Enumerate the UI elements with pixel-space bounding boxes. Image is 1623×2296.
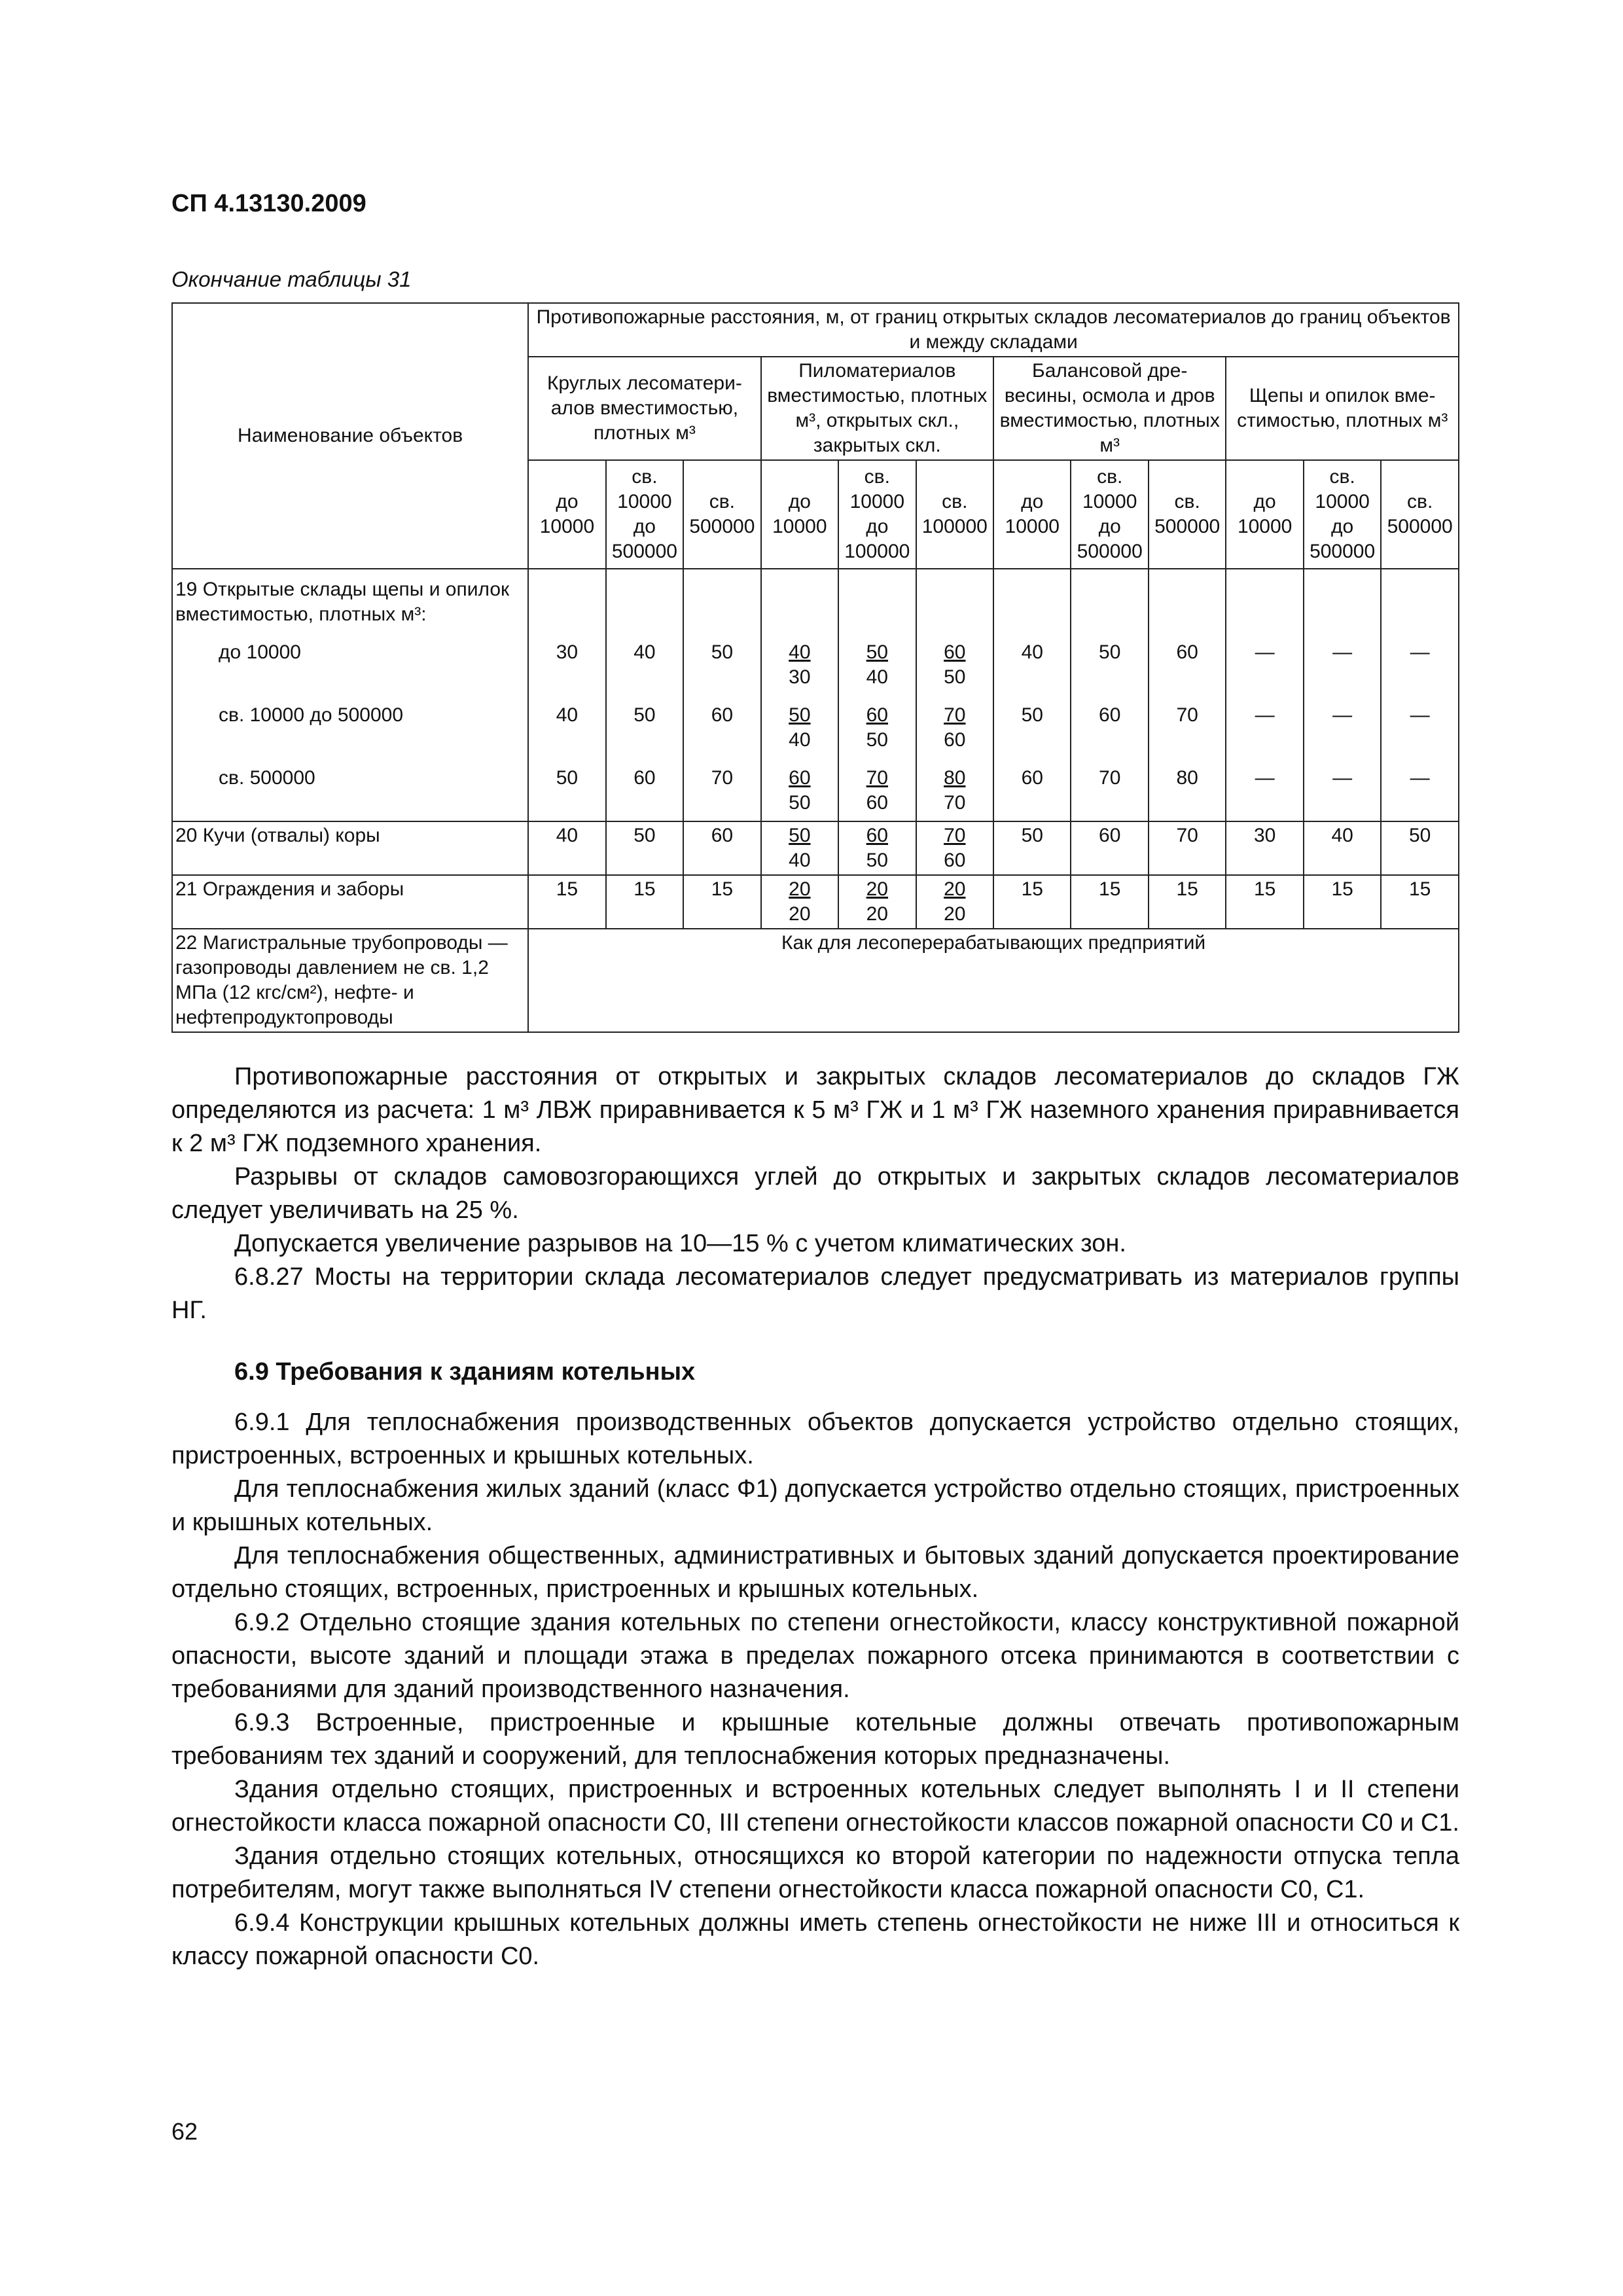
value-cell: 70 bbox=[1071, 758, 1148, 821]
value-cell: — bbox=[1381, 695, 1459, 758]
sub-header: св. 10000 до 500000 bbox=[1071, 460, 1148, 569]
row-label: до 10000 bbox=[219, 641, 301, 663]
value-cell: 70 bbox=[683, 758, 760, 821]
paragraphs-boiler-rooms bbox=[171, 1406, 1459, 1973]
value-cell: $\frac{70}{60}$ bbox=[916, 821, 993, 875]
sub-header: св. 10000 до 100000 bbox=[838, 460, 916, 569]
paragraph: 6.9.1 Для теплоснабжения производственных объектов допускается устройство отдельно стоящих, пристроенных, встроенных и крышных котельных. bbox=[171, 1408, 1459, 1469]
sub-header: св. 500000 bbox=[1149, 460, 1226, 569]
value-cell: $\frac{20}{20}$ bbox=[916, 875, 993, 929]
section-title: 6.9 Требования к зданиям котельных bbox=[234, 1358, 696, 1386]
value-cell: $\frac{60}{50}$ bbox=[838, 821, 916, 875]
table-row bbox=[172, 821, 1459, 875]
value-cell: 60 bbox=[993, 758, 1071, 821]
row-22-value: Как для лесоперерабатывающих предприятий bbox=[528, 929, 1459, 1032]
table-row bbox=[172, 875, 1459, 929]
value-cell: 15 bbox=[1071, 875, 1148, 929]
value-cell: 80 bbox=[1149, 758, 1226, 821]
distance-header: Противопожарные расстояния, м, от границ открытых складов лесоматериалов до границ объектов и между складами bbox=[528, 303, 1459, 357]
value-cell: $\frac{20}{20}$ bbox=[761, 875, 838, 929]
value-cell: 60 bbox=[1071, 695, 1148, 758]
sub-header: до 10000 bbox=[993, 460, 1071, 569]
value-cell: 60 bbox=[683, 821, 760, 875]
group-header-balance-wood: Балансовой дре-весины, осмола и дров вместимостью, плотных м³ bbox=[993, 357, 1226, 460]
row-label: 22 Магистральные трубопроводы — газопроводы давлением не св. 1,2 МПа (12 кгс/см²), нефте- и нефтепродуктопроводы bbox=[172, 929, 528, 1032]
sub-header: св. 10000 до 500000 bbox=[1304, 460, 1381, 569]
value-cell: 50 bbox=[993, 695, 1071, 758]
value-cell: 40 bbox=[993, 632, 1071, 695]
value-cell: 70 bbox=[1149, 821, 1226, 875]
value-cell: $\frac{70}{60}$ bbox=[916, 695, 993, 758]
value-cell: 40 bbox=[606, 632, 683, 695]
value-cell: 15 bbox=[528, 875, 605, 929]
sub-header: св. 10000 до 500000 bbox=[606, 460, 683, 569]
value-cell: $\frac{50}{40}$ bbox=[761, 821, 838, 875]
table-row bbox=[172, 695, 1459, 758]
value-cell: 15 bbox=[993, 875, 1071, 929]
value-cell: $\frac{60}{50}$ bbox=[838, 695, 916, 758]
row-19-title: 19 Открытые склады щепы и опилок вместимостью, плотных м³: bbox=[172, 569, 528, 632]
paragraph: Для теплоснабжения жилых зданий (класс Ф1) допускается устройство отдельно стоящих, пристроенных и крышных котельных. bbox=[171, 1475, 1459, 1536]
table-row bbox=[172, 929, 1459, 1032]
sub-header: св. 100000 bbox=[916, 460, 993, 569]
value-cell: — bbox=[1304, 758, 1381, 821]
value-cell: 15 bbox=[1381, 875, 1459, 929]
value-cell: 15 bbox=[683, 875, 760, 929]
paragraph: Здания отдельно стоящих, пристроенных и встроенных котельных следует выполнять I и II степени огнестойкости класса пожарной опасности С0, III степени огнестойкости классов пожарной опасности С0 и С1. bbox=[171, 1776, 1459, 1837]
value-cell: — bbox=[1304, 695, 1381, 758]
paragraph: 6.9.3 Встроенные, пристроенные и крышные котельные должны отвечать противопожарным требованиям тех зданий и сооружений, для теплоснабжения которых предназначены. bbox=[171, 1709, 1459, 1770]
value-cell: 30 bbox=[528, 632, 605, 695]
value-cell: 15 bbox=[1149, 875, 1226, 929]
group-header-sawn-timber: Пиломатериалов вместимостью, плотных м³, открытых скл., закрытых скл. bbox=[761, 357, 993, 460]
value-cell: — bbox=[1226, 758, 1303, 821]
value-cell: 60 bbox=[1071, 821, 1148, 875]
paragraph: 6.9.4 Конструкции крышных котельных должны иметь степень огнестойкости не ниже III и относиться к классу пожарной опасности С0. bbox=[171, 1909, 1459, 1970]
value-cell: 60 bbox=[606, 758, 683, 821]
value-cell: 50 bbox=[1071, 632, 1148, 695]
value-cell: 40 bbox=[1304, 821, 1381, 875]
value-cell: 40 bbox=[528, 821, 605, 875]
paragraph: Здания отдельно стоящих котельных, относящихся ко второй категории по надежности отпуска тепла потребителям, могут также выполняться IV степени огнестойкости класса пожарной опасности С0, С1. bbox=[171, 1842, 1459, 1903]
value-cell: 15 bbox=[1304, 875, 1381, 929]
table-row bbox=[172, 632, 1459, 695]
value-cell: $\frac{40}{30}$ bbox=[761, 632, 838, 695]
value-cell: $\frac{70}{60}$ bbox=[838, 758, 916, 821]
value-cell: — bbox=[1226, 632, 1303, 695]
paragraph: 6.8.27 Мосты на территории склада лесоматериалов следует предусматривать из материалов группы НГ. bbox=[171, 1263, 1459, 1324]
value-cell: — bbox=[1381, 632, 1459, 695]
value-cell: $\frac{60}{50}$ bbox=[916, 632, 993, 695]
sub-header: св. 500000 bbox=[683, 460, 760, 569]
sub-header: до 10000 bbox=[761, 460, 838, 569]
value-cell: 60 bbox=[1149, 632, 1226, 695]
value-cell: 70 bbox=[1149, 695, 1226, 758]
value-cell: $\frac{80}{70}$ bbox=[916, 758, 993, 821]
row-label: 21 Ограждения и заборы bbox=[172, 875, 528, 929]
value-cell: $\frac{50}{40}$ bbox=[761, 695, 838, 758]
row-label: св. 500000 bbox=[219, 767, 315, 789]
value-cell: 60 bbox=[683, 695, 760, 758]
value-cell: 50 bbox=[606, 695, 683, 758]
sub-header: до 10000 bbox=[1226, 460, 1303, 569]
value-cell: — bbox=[1381, 758, 1459, 821]
paragraph: Противопожарные расстояния от открытых и закрытых складов лесоматериалов до складов ГЖ определяются из расчета: 1 м³ ЛВЖ приравнивается к 5 м³ ГЖ и 1 м³ ГЖ наземного хранения приравнивается к 2 м³ ГЖ подземного хранения. bbox=[171, 1063, 1459, 1157]
paragraph: Разрывы от складов самовозгорающихся углей до открытых и закрытых складов лесоматериалов следует увеличивать на 25 %. bbox=[171, 1163, 1459, 1224]
row-label: 20 Кучи (отвалы) коры bbox=[172, 821, 528, 875]
page-number: 62 bbox=[171, 2118, 198, 2145]
sub-header: св. 500000 bbox=[1381, 460, 1459, 569]
value-cell: 15 bbox=[1226, 875, 1303, 929]
value-cell: 50 bbox=[1381, 821, 1459, 875]
paragraph: Для теплоснабжения общественных, административных и бытовых зданий допускается проектирование отдельно стоящих, встроенных, пристроенных и крышных котельных. bbox=[171, 1542, 1459, 1603]
group-header-round-timber: Круглых лесоматери-алов вместимостью, плотных м³ bbox=[528, 357, 760, 460]
value-cell: $\frac{20}{20}$ bbox=[838, 875, 916, 929]
table-31 bbox=[171, 302, 1459, 1033]
document-code: СП 4.13130.2009 bbox=[171, 190, 366, 217]
value-cell: 40 bbox=[528, 695, 605, 758]
value-cell: — bbox=[1226, 695, 1303, 758]
value-cell: 50 bbox=[528, 758, 605, 821]
value-cell: $\frac{60}{50}$ bbox=[761, 758, 838, 821]
value-cell: 50 bbox=[683, 632, 760, 695]
value-cell: 30 bbox=[1226, 821, 1303, 875]
row-label: св. 10000 до 500000 bbox=[219, 704, 403, 726]
value-cell: 50 bbox=[606, 821, 683, 875]
paragraph: Допускается увеличение разрывов на 10—15 % с учетом климатических зон. bbox=[234, 1230, 1126, 1257]
paragraphs-fire-distances bbox=[171, 1060, 1459, 1327]
table-caption: Окончание таблицы 31 bbox=[171, 267, 412, 291]
name-column-header: Наименование объектов bbox=[172, 303, 528, 569]
table-row bbox=[172, 758, 1459, 821]
sub-header: до 10000 bbox=[528, 460, 605, 569]
paragraph: 6.9.2 Отдельно стоящие здания котельных по степени огнестойкости, классу конструктивной пожарной опасности, высоте зданий и площади этажа в пределах пожарного отсека принимаются в соответствии с требованиями для зданий производственного назначения. bbox=[171, 1609, 1459, 1703]
group-header-chips: Щепы и опилок вме-стимостью, плотных м³ bbox=[1226, 357, 1459, 460]
value-cell: — bbox=[1304, 632, 1381, 695]
value-cell: $\frac{50}{40}$ bbox=[838, 632, 916, 695]
value-cell: 15 bbox=[606, 875, 683, 929]
value-cell: 50 bbox=[993, 821, 1071, 875]
